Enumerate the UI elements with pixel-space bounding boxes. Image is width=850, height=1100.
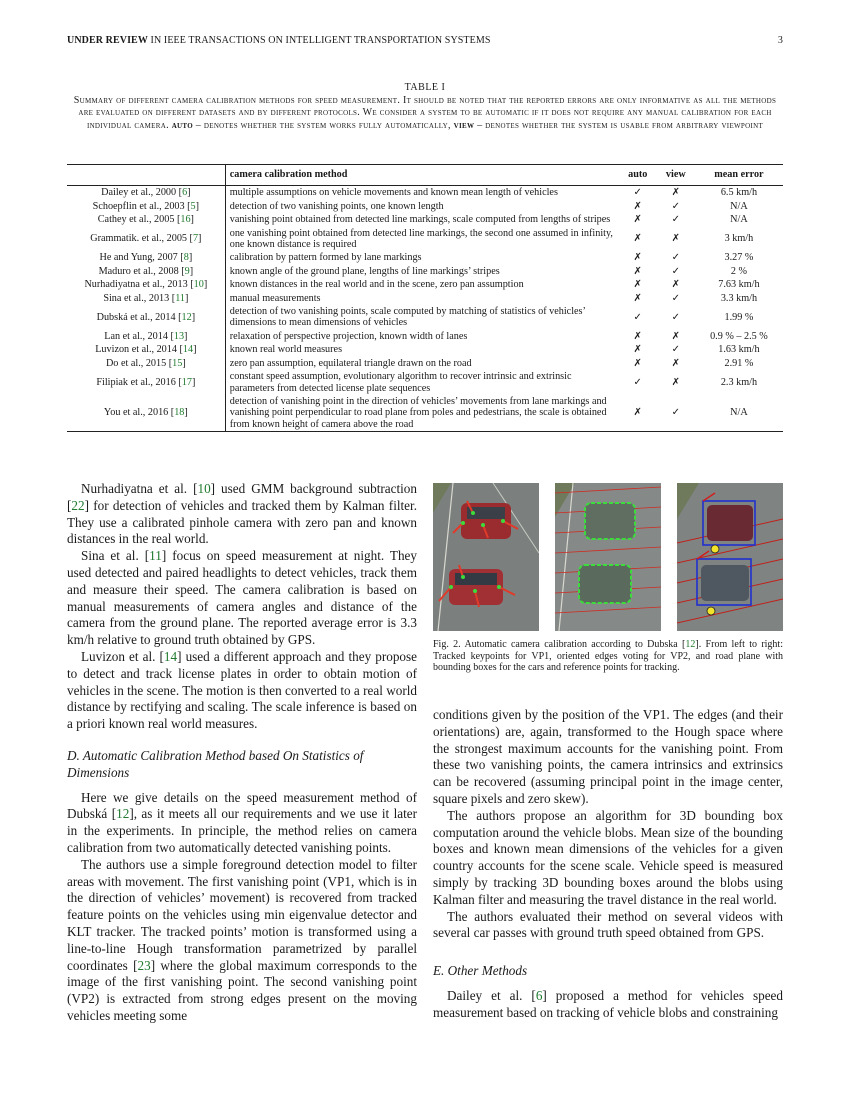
table-row: [67, 330, 783, 343]
cell-auto-mark: ✗: [633, 252, 643, 264]
cell-mean-error: N/A: [730, 214, 748, 226]
cell-reference: Nurhadiyatna et al., 2013 [10]: [67, 278, 225, 291]
citation-ref[interactable]: 15: [172, 357, 183, 369]
cell-mean-error: 3.27 %: [724, 252, 754, 264]
cell-view-mark: ✓: [671, 214, 681, 226]
citation-ref[interactable]: 8: [183, 252, 189, 264]
cell-mean-error: 0.9 % – 2.5 %: [710, 330, 768, 342]
table-row: [67, 200, 783, 213]
left-column: [67, 481, 417, 1025]
table-row: [67, 370, 783, 395]
citation-ref[interactable]: 5: [190, 200, 196, 212]
cell-auto-mark: ✗: [633, 330, 643, 342]
figure-photo-bounding-boxes: [677, 483, 783, 631]
running-head: [67, 35, 783, 46]
paragraph-luvizon: Luvizon et al. [14] used a different approach and they propose to detect and track license plates in order to obtain motion of vehicles in the scene. The motion is then converted to a real world distance by rectifying and scaling. The scale inference is based on a priori known real world measures.: [67, 648, 417, 732]
citation-ref[interactable]: 17: [181, 376, 192, 388]
cell-reference: Cathey et al., 2005 [16]: [67, 213, 225, 226]
cell-view-mark: ✗: [671, 187, 681, 199]
cell-reference: Sina et al., 2013 [11]: [67, 292, 225, 305]
cell-reference: Schoepflin et al., 2003 [5]: [67, 200, 225, 213]
cell-reference: You et al., 2016 [18]: [67, 395, 225, 432]
section-heading-e: E. Other Methods: [433, 963, 528, 979]
paragraph-evaluation: The authors evaluated their method on several videos with several car passes with ground truth speed obtained from GPS.: [433, 908, 783, 941]
cell-reference: Do et al., 2015 [15]: [67, 357, 225, 370]
cell-auto-mark: ✗: [633, 279, 643, 291]
table-body: [67, 186, 783, 432]
citation-ref[interactable]: 18: [174, 407, 185, 419]
cell-mean-error: 7.63 km/h: [718, 279, 760, 291]
cell-auto-mark: ✗: [633, 214, 643, 226]
citation-ref[interactable]: 14: [182, 344, 194, 356]
figure-photo-keypoints: [433, 483, 539, 631]
citation-ref[interactable]: 12: [116, 806, 130, 822]
cell-view-mark: ✗: [671, 330, 681, 342]
calibration-methods-table: [67, 164, 783, 432]
header-view: view: [665, 169, 686, 180]
cell-auto-mark: ✓: [633, 311, 643, 323]
table-row: [67, 305, 783, 330]
table-description: Summary of different camera calibration methods for speed measurement. It should be noted that the reported errors are only informative as all the methods are evaluated on different datasets and by different protocols. We consider a system to be automatic if it does not require any manual calibration for each individual camera. auto – denotes whether the system works fully automatically, view – denotes whether the system is usable from arbitrary viewpoint: [73, 95, 777, 131]
citation-ref[interactable]: 11: [175, 292, 185, 304]
cell-mean-error: 2.3 km/h: [720, 376, 758, 388]
table-caption: [67, 82, 783, 132]
paragraph-sina: Sina et al. [11] focus on speed measurement at night. They used detected and paired headlights to detect vehicles, track them and measure their speed. The camera calibration is based on manual measurements of camera angles and distance of the camera from the ground plane. The reported average error is 3.3 km/h relative to ground truth obtained by GPS.: [67, 548, 417, 648]
cell-view-mark: ✓: [671, 200, 681, 212]
cell-method: detection of two vanishing points, scale computed by matching of statistics of vehicles’ dimensions to mean dimensions of vehicles: [229, 306, 586, 329]
cell-method: known real world measures: [229, 344, 343, 356]
cell-reference: Dubská et al., 2014 [12]: [67, 305, 225, 330]
citation-ref[interactable]: 7: [192, 233, 199, 245]
cell-view-mark: ✗: [671, 357, 681, 369]
table-row: [67, 278, 783, 291]
paragraph-dubska-method: The authors use a simple foreground detection model to filter areas with movement. The first vanishing point (VP1, which is in the direction of vehicles’ movement) is recovered from tracked feature points on the vehicles using min eigenvalue detector and KLT tracker. The tracked points’ motion is transformed using a line-to-line Hough transformation parametrized by parallel coordinates [23] where the global maximum corresponds to the image of the first vanishing point. The second vanishing point (VP2) is extracted from strong edges present on the moving vehicles meeting some: [67, 856, 418, 1023]
cell-mean-error: 1.63 km/h: [718, 344, 760, 356]
cell-method: calibration by pattern formed by lane markings: [229, 252, 422, 264]
paragraph-dubska-intro: Here we give details on the speed measurement method of Dubská [12], as it meets all our requirements and we use it later in the experiments. In principle, the method relies on camera calibration from two automatically detected vanishing points.: [67, 789, 417, 855]
table-row: [67, 357, 783, 370]
citation-ref[interactable]: 12: [685, 639, 696, 650]
cell-auto-mark: ✗: [633, 233, 643, 245]
citation-ref[interactable]: 9: [184, 265, 190, 277]
cell-view-mark: ✗: [671, 376, 681, 388]
section-heading-d: D. Automatic Calibration Method based On Statistics of Dimensions: [67, 747, 364, 780]
right-column: [433, 707, 783, 1022]
cell-view-mark: ✓: [671, 252, 681, 264]
running-head-bold: UNDER REVIEW: [67, 35, 148, 46]
cell-method: relaxation of perspective projection, known width of lanes: [229, 330, 468, 342]
cell-reference: Luvizon et al., 2014 [14]: [67, 343, 225, 356]
cell-auto-mark: ✗: [633, 407, 643, 419]
cell-method: known distances in the real world and in the scene, zero pan assumption: [229, 279, 524, 291]
table-row: [67, 265, 783, 278]
cell-reference: Grammatik. et al., 2005 [7]: [67, 227, 225, 252]
table-row: [67, 343, 783, 356]
cell-auto-mark: ✗: [633, 292, 643, 304]
cell-method: one vanishing point obtained from detected line markings, the second one assumed in infinity, one known distance is required: [229, 227, 613, 251]
cell-method: zero pan assumption, equilateral triangle drawn on the road: [229, 357, 472, 369]
cell-auto-mark: ✗: [633, 357, 643, 369]
cell-method: multiple assumptions on vehicle movements and known mean length of vehicles: [229, 187, 558, 199]
header-auto: auto: [628, 169, 648, 180]
cell-reference: Maduro et al., 2008 [9]: [67, 265, 225, 278]
cell-mean-error: N/A: [730, 200, 748, 212]
cell-view-mark: ✗: [671, 233, 681, 245]
table-row: [67, 227, 783, 252]
citation-ref[interactable]: 13: [173, 330, 185, 342]
citation-ref[interactable]: 6: [182, 187, 188, 199]
cell-reference: He and Yung, 2007 [8]: [67, 251, 225, 264]
citation-ref[interactable]: 23: [137, 957, 151, 973]
cell-method: detection of vanishing point in the direction of vehicles’ movements from lane markings and vanishing point perpendicular to road plane from poles and pedestrians, the scale is obtained from known height of camera above the road: [229, 395, 607, 430]
cell-mean-error: 3 km/h: [724, 233, 754, 245]
cell-auto-mark: ✓: [633, 187, 643, 199]
citation-ref[interactable]: 12: [181, 311, 192, 323]
cell-mean-error: 2 %: [730, 265, 747, 277]
table-row: [67, 213, 783, 226]
cell-view-mark: ✗: [671, 279, 681, 291]
cell-view-mark: ✓: [671, 407, 681, 419]
cell-reference: Filipiak et al., 2016 [17]: [67, 370, 225, 395]
citation-ref[interactable]: 16: [180, 214, 191, 226]
page-number: 3: [777, 35, 783, 46]
paragraph-dailey: Dailey et al. [6] proposed a method for vehicles speed measurement based on tracking of vehicle blobs and constraining: [433, 987, 784, 1020]
cell-reference: Lan et al., 2014 [13]: [67, 330, 225, 343]
citation-ref[interactable]: 22: [71, 497, 85, 513]
cell-view-mark: ✓: [671, 292, 681, 304]
paragraph-nurhadiyatna: Nurhadiyatna et al. [10] used GMM background subtraction [22] for detection of vehicles and tracked them by Kalman filter. They use a calibrated pinhole camera with zero pan and known distances in the real world.: [67, 481, 417, 547]
cell-method: constant speed assumption, evolutionary algorithm to recover intrinsic and extrinsic parameters from detected license plate sequences: [229, 371, 572, 394]
table-row: [67, 251, 783, 264]
cell-method: known angle of the ground plane, lengths of line markings’ stripes: [229, 265, 500, 277]
cell-method: vanishing point obtained from detected line markings, scale computed from lengths of stripes: [229, 214, 611, 226]
table-number: TABLE I: [404, 82, 446, 93]
cell-mean-error: 6.5 km/h: [720, 187, 758, 199]
cell-view-mark: ✓: [671, 265, 681, 277]
citation-ref[interactable]: 10: [193, 279, 204, 291]
cell-method: detection of two vanishing points, one known length: [229, 200, 444, 212]
table-row: [67, 292, 783, 305]
header-error: mean error: [714, 169, 764, 180]
cell-reference: Dailey et al., 2000 [6]: [67, 186, 225, 200]
header-method: camera calibration method: [229, 169, 348, 180]
citation-ref[interactable]: 11: [149, 548, 162, 564]
cell-mean-error: 1.99 %: [724, 311, 754, 323]
figure-photo-edges: [555, 483, 661, 631]
cell-auto-mark: ✓: [633, 376, 643, 388]
citation-ref[interactable]: 6: [535, 987, 543, 1003]
cell-auto-mark: ✗: [633, 265, 643, 277]
cell-method: manual measurements: [229, 292, 321, 304]
cell-view-mark: ✓: [671, 311, 681, 323]
citation-ref[interactable]: 14: [163, 648, 178, 664]
table-row: [67, 186, 783, 200]
cell-view-mark: ✓: [671, 344, 681, 356]
figure-caption: Fig. 2. Automatic camera calibration according to Dubska [12]. From left to right: Tracked keypoints for VP1, oriented edges voting for VP2, and road plane with bounding boxes for the cars and reference points for tracking.: [433, 639, 783, 674]
table-row: [67, 395, 783, 432]
cell-mean-error: N/A: [730, 407, 748, 419]
cell-auto-mark: ✗: [633, 200, 643, 212]
table-header-row: [67, 165, 783, 186]
header-reference: [67, 165, 225, 186]
citation-ref[interactable]: 10: [197, 481, 211, 496]
paragraph-vp2-continued: conditions given by the position of the VP1. The edges (and their orientations) are, again, transformed to the Hough space where the strongest maximum accounts for the vanishing point. From these two vanishing points, the camera intrinsics and extrinsics can be recovered (assuming principal point in the image center, square pixels and zero skew).: [433, 707, 783, 806]
cell-auto-mark: ✗: [633, 344, 643, 356]
cell-mean-error: 2.91 %: [724, 357, 754, 369]
running-head-journal: IN IEEE TRANSACTIONS ON INTELLIGENT TRANSPORTATION SYSTEMS: [147, 35, 491, 46]
cell-mean-error: 3.3 km/h: [720, 292, 758, 304]
paragraph-bounding-boxes: The authors propose an algorithm for 3D bounding box computation around the vehicle blobs. Mean size of the bounding boxes and known mean dimensions of the vehicles for a given country accounts for the scene scale. Vehicle speed is measured simply by tracking 3D bounding boxes around the blobs using Kalman filter and measuring the travel distance in the real world.: [433, 807, 783, 907]
